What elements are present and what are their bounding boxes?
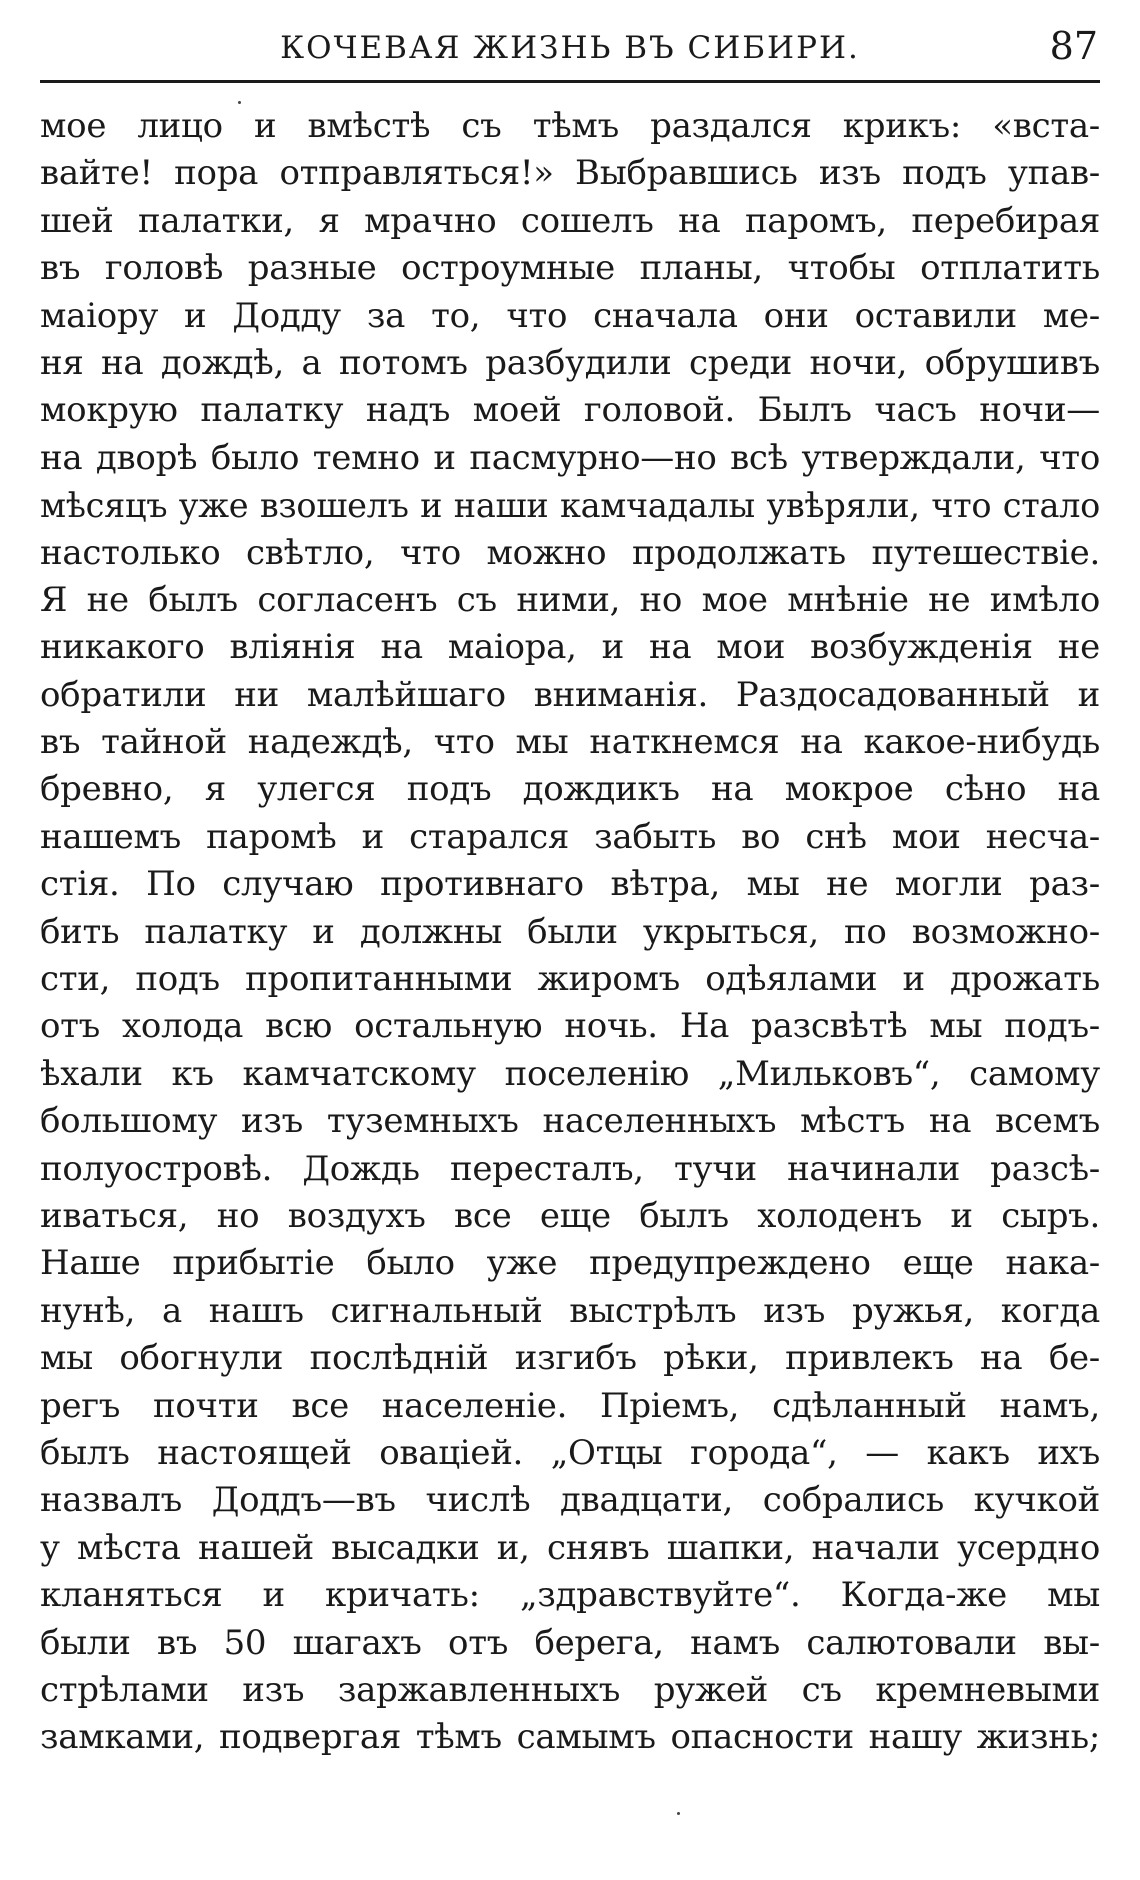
page-number: 87 [1049,24,1098,68]
text-line: въ головѣ разные остроумные планы, чтобы отплатить [40,248,1100,289]
text-line: кланяться и кричать: „здравствуйте“. Когда-же мы [40,1575,1100,1616]
text-line: ня на дождѣ, а потомъ разбудили среди ночи, обрушивъ [40,342,1100,383]
text-line: нунѣ, а нашъ сигнальный выстрѣлъ изъ ружья, когда [40,1290,1100,1331]
text-line: замками, подвергая тѣмъ самымъ опасности нашу жизнь; [40,1717,1100,1758]
text-line: Я не былъ согласенъ съ ними, но мое мнѣніе не имѣло [40,579,1100,620]
text-line: мокрую палатку надъ моей головой. Былъ часъ ночи— [40,390,1100,431]
text-line: мы обогнули послѣдній изгибъ рѣки, привлекъ на бе- [40,1338,1100,1379]
text-line: назвалъ Доддъ—въ числѣ двадцати, собрались кучкой [40,1480,1100,1521]
text-line: полуостровѣ. Дождь пересталъ, тучи начинали разсѣ- [40,1148,1100,1189]
text-line: вайте! пора отправляться!» Выбравшись изъ подъ упав- [40,153,1100,194]
text-line: у мѣста нашей высадки и, снявъ шапки, начали усердно [40,1527,1100,1568]
text-line: иваться, но воздухъ все еще былъ холоденъ и сыръ. [40,1195,1100,1236]
body-text [40,103,1100,1762]
text-line: въ тайной надеждѣ, что мы наткнемся на какое-нибудь [40,722,1100,763]
text-line: бить палатку и должны были укрыться, по возможно- [40,911,1100,952]
text-line: отъ холода всю остальную ночь. На разсвѣтѣ мы подъ- [40,1006,1100,1047]
text-line: сти, подъ пропитанными жиромъ одѣялами и дрожать [40,959,1100,1000]
text-line: шей палатки, я мрачно сошелъ на паромъ, перебирая [40,200,1100,241]
text-line: большому изъ туземныхъ населенныхъ мѣстъ на всемъ [40,1101,1100,1142]
text-line: мѣсяцъ уже взошелъ и наши камчадалы увѣряли, что стало [40,486,1100,526]
text-line: ѣхали къ камчатскому поселенію „Мильковъ“, самому [40,1053,1100,1094]
text-line: маіору и Додду за то, что сначала они оставили ме- [40,295,1100,336]
text-line: мое лицо и вмѣстѣ съ тѣмъ раздался крикъ: «вста- [40,106,1100,146]
text-line: были въ 50 шагахъ отъ берега, намъ салютовали вы- [40,1622,1100,1663]
book-page [40,22,1100,1762]
text-line: бревно, я улегся подъ дождикъ на мокрое сѣно на [40,769,1100,810]
text-line: на дворѣ было темно и пасмурно—но всѣ утверждали, что [40,437,1100,478]
text-line: настолько свѣтло, что можно продолжать путешествіе. [40,532,1100,573]
text-line: стрѣлами изъ заржавленныхъ ружей съ кремневыми [40,1669,1100,1710]
print-speck [677,1812,680,1815]
running-title: КОЧЕВАЯ ЖИЗНЬ ВЪ СИБИРИ. [280,30,860,66]
text-line: стія. По случаю противнаго вѣтра, мы не могли раз- [40,864,1100,905]
text-line: былъ настоящей оваціей. „Отцы города“, — какъ ихъ [40,1432,1100,1473]
page-header [40,22,1100,83]
text-line: нашемъ паромѣ и старался забыть во снѣ мои несча- [40,816,1100,857]
text-line: никакого вліянія на маіора, и на мои возбужденія не [40,627,1100,668]
text-line: Наше прибытіе было уже предупреждено еще нака- [40,1243,1100,1284]
print-speck [238,101,241,104]
text-line: обратили ни малѣйшаго вниманія. Раздосадованный и [40,674,1100,715]
text-line: регъ почти все населеніе. Пріемъ, сдѣланный намъ, [40,1385,1100,1426]
